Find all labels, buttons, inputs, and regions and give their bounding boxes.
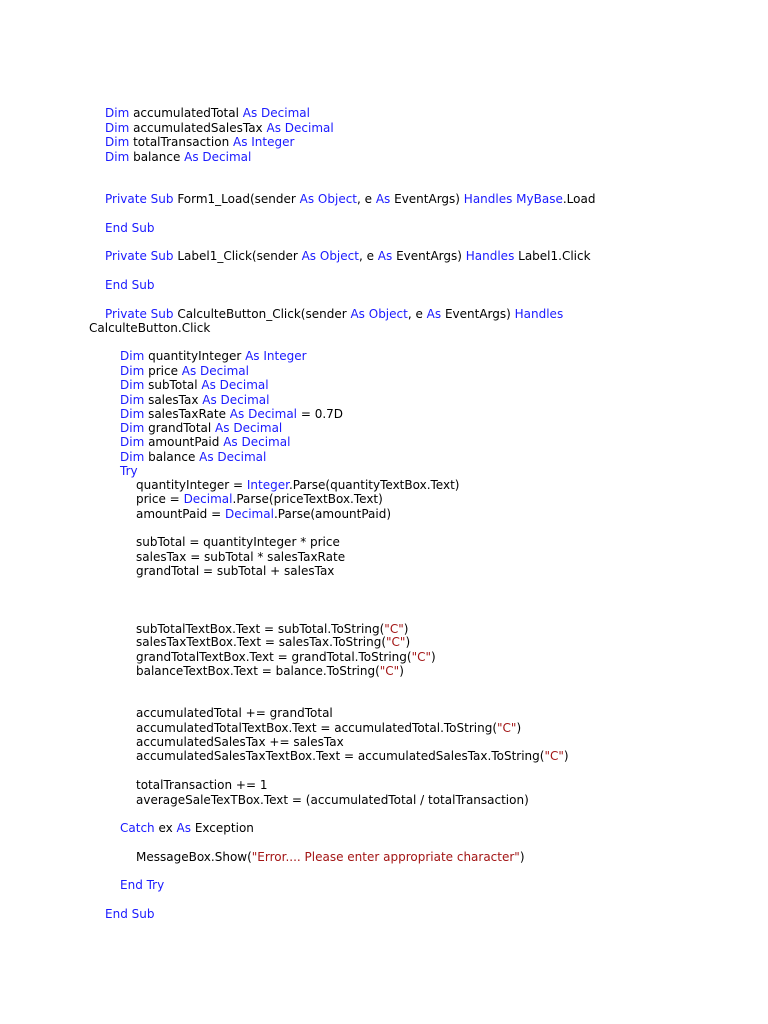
code-line [120, 435, 290, 449]
text-token: Exception [191, 821, 254, 835]
code-line [120, 450, 266, 464]
code-line [136, 706, 333, 720]
text-token: price [144, 364, 182, 378]
code-line [136, 635, 410, 649]
text-token: subTotalTextBox.Text = subTotal.ToString( [136, 622, 385, 636]
text-token: EventArgs) [390, 192, 464, 206]
text-token: ex [154, 821, 177, 835]
code-line [120, 878, 164, 892]
text-token: accumulatedTotalTextBox.Text = accumulatedTotal.ToString( [136, 721, 498, 735]
text-token: Form1_Load(sender [173, 192, 300, 206]
text-token: ) [431, 650, 436, 664]
text-token: grandTotal = subTotal + salesTax [136, 564, 335, 578]
keyword-token: Dim [120, 393, 145, 407]
string-token: "C" [544, 749, 564, 763]
text-token: quantityInteger [144, 349, 246, 363]
text-token: subTotal = quantityInteger * price [136, 535, 340, 549]
text-token: price = [136, 492, 184, 506]
code-line [136, 793, 529, 807]
code-line [136, 735, 344, 749]
keyword-token: As Decimal [229, 407, 298, 421]
keyword-token: End Sub [105, 221, 155, 235]
text-token: averageSaleTexTBox.Text = (accumulatedTotal / totalTransaction) [136, 793, 529, 807]
keyword-token: As [375, 192, 391, 206]
keyword-token: Dim [120, 349, 145, 363]
code-line [136, 650, 436, 664]
keyword-token: Integer [246, 478, 289, 492]
string-token: "C" [497, 721, 517, 735]
keyword-token: Dim [120, 435, 145, 449]
keyword-token: As Object [350, 307, 408, 321]
code-line [120, 364, 249, 378]
keyword-token: As Decimal [184, 150, 252, 164]
keyword-token: As Decimal [242, 106, 310, 120]
keyword-token: Dim [120, 450, 145, 464]
text-token: totalTransaction [129, 135, 233, 149]
code-line [136, 492, 383, 506]
code-line [105, 121, 334, 135]
code-line [120, 349, 307, 363]
code-line [136, 622, 408, 636]
keyword-token: Dim [120, 421, 145, 435]
keyword-token: Catch [120, 821, 155, 835]
keyword-token: Try [120, 464, 138, 478]
text-token: accumulatedTotal += grandTotal [136, 706, 333, 720]
keyword-token: As Decimal [201, 378, 269, 392]
keyword-token: Handles MyBase [463, 192, 563, 206]
keyword-token: Dim [105, 150, 130, 164]
keyword-token: Dim [105, 121, 130, 135]
text-token: accumulatedSalesTaxTextBox.Text = accumulatedSalesTax.ToString( [136, 749, 545, 763]
text-token: balanceTextBox.Text = balance.ToString( [136, 664, 380, 678]
keyword-token: As Decimal [202, 393, 270, 407]
keyword-token: End Try [120, 878, 165, 892]
text-token: grandTotal [144, 421, 216, 435]
code-line [89, 321, 210, 335]
code-line [136, 850, 525, 864]
code-line [120, 421, 282, 435]
string-token: "C" [384, 622, 404, 636]
code-line [120, 464, 138, 478]
text-token: amountPaid = [136, 507, 225, 521]
string-token: "Error.... Please enter appropriate character" [251, 850, 520, 864]
keyword-token: Private Sub [105, 192, 174, 206]
keyword-token: Handles [514, 307, 564, 321]
text-token: ) [519, 850, 525, 864]
text-token: salesTax [144, 393, 203, 407]
code-line [120, 393, 270, 407]
code-line [120, 407, 343, 421]
keyword-token: Private Sub [105, 249, 174, 263]
text-token: , e [357, 192, 376, 206]
code-line [136, 564, 334, 578]
text-token: .Load [562, 192, 596, 206]
text-token: accumulatedSalesTax += salesTax [136, 735, 344, 749]
text-token: salesTaxRate [144, 407, 230, 421]
text-token: salesTaxTextBox.Text = salesTax.ToString( [136, 635, 387, 649]
text-token: Label1_Click(sender [173, 249, 302, 263]
text-token: ) [516, 721, 522, 735]
text-token: .Parse(quantityTextBox.Text) [288, 478, 460, 492]
text-token: ) [405, 635, 411, 649]
string-token: "C" [386, 635, 406, 649]
text-token: MessageBox.Show( [136, 850, 252, 864]
text-token: amountPaid [144, 435, 224, 449]
text-token: grandTotalTextBox.Text = grandTotal.ToString( [136, 650, 412, 664]
code-line [120, 378, 269, 392]
text-token: subTotal [144, 378, 202, 392]
keyword-token: As Decimal [266, 121, 334, 135]
keyword-token: Dim [120, 364, 145, 378]
text-token: salesTax = subTotal * salesTaxRate [136, 550, 346, 564]
keyword-token: Dim [120, 378, 145, 392]
keyword-token: Decimal [225, 507, 274, 521]
string-token: "C" [411, 650, 432, 664]
text-token: ) [403, 622, 409, 636]
text-token: accumulatedSalesTax [129, 121, 267, 135]
code-line [105, 907, 154, 921]
code-line [136, 535, 340, 549]
string-token: "C" [379, 664, 400, 678]
keyword-token: Private Sub [105, 307, 174, 321]
keyword-token: As Decimal [181, 364, 249, 378]
text-token: totalTransaction += 1 [136, 778, 268, 792]
text-token: .Parse(amountPaid) [273, 507, 392, 521]
keyword-token: As [176, 821, 192, 835]
text-token: ) [563, 749, 569, 763]
text-token: quantityInteger = [136, 478, 247, 492]
keyword-token: Handles [465, 249, 515, 263]
code-line [105, 307, 563, 321]
keyword-token: As Object [301, 249, 359, 263]
text-token: EventArgs) [441, 307, 515, 321]
keyword-token: End Sub [105, 278, 155, 292]
text-token: accumulatedTotal [129, 106, 243, 120]
keyword-token: Dim [120, 407, 145, 421]
code-line [105, 278, 154, 292]
text-token: balance [129, 150, 185, 164]
text-token: EventArgs) [392, 249, 466, 263]
text-token: CalculteButton_Click(sender [173, 307, 351, 321]
code-line [136, 721, 521, 735]
text-token: Label1.Click [514, 249, 591, 263]
code-line [136, 749, 569, 763]
text-token: balance [144, 450, 200, 464]
code-line [120, 821, 254, 835]
keyword-token: Decimal [183, 492, 233, 506]
text-token: .Parse(priceTextBox.Text) [232, 492, 383, 506]
keyword-token: As Decimal [199, 450, 267, 464]
keyword-token: As Decimal [215, 421, 283, 435]
keyword-token: As Integer [232, 135, 295, 149]
code-line [136, 778, 267, 792]
code-line [105, 106, 310, 120]
code-line [105, 249, 591, 263]
keyword-token: As Decimal [223, 435, 291, 449]
code-line [105, 221, 154, 235]
code-line [136, 478, 459, 492]
keyword-token: As [426, 307, 442, 321]
keyword-token: End Sub [105, 907, 155, 921]
text-token: = 0.7D [297, 407, 344, 421]
keyword-token: As Integer [245, 349, 307, 363]
code-line [136, 507, 391, 521]
text-token: ) [399, 664, 404, 678]
code-line [105, 135, 294, 149]
keyword-token: Dim [105, 106, 130, 120]
keyword-token: Dim [105, 135, 130, 149]
text-token: , e [358, 249, 378, 263]
text-token: , e [407, 307, 427, 321]
code-line [105, 192, 595, 206]
code-line [105, 150, 251, 164]
code-line [136, 550, 345, 564]
keyword-token: As Object [299, 192, 357, 206]
text-token: CalculteButton.Click [89, 321, 211, 335]
code-line [136, 664, 404, 678]
keyword-token: As [377, 249, 393, 263]
